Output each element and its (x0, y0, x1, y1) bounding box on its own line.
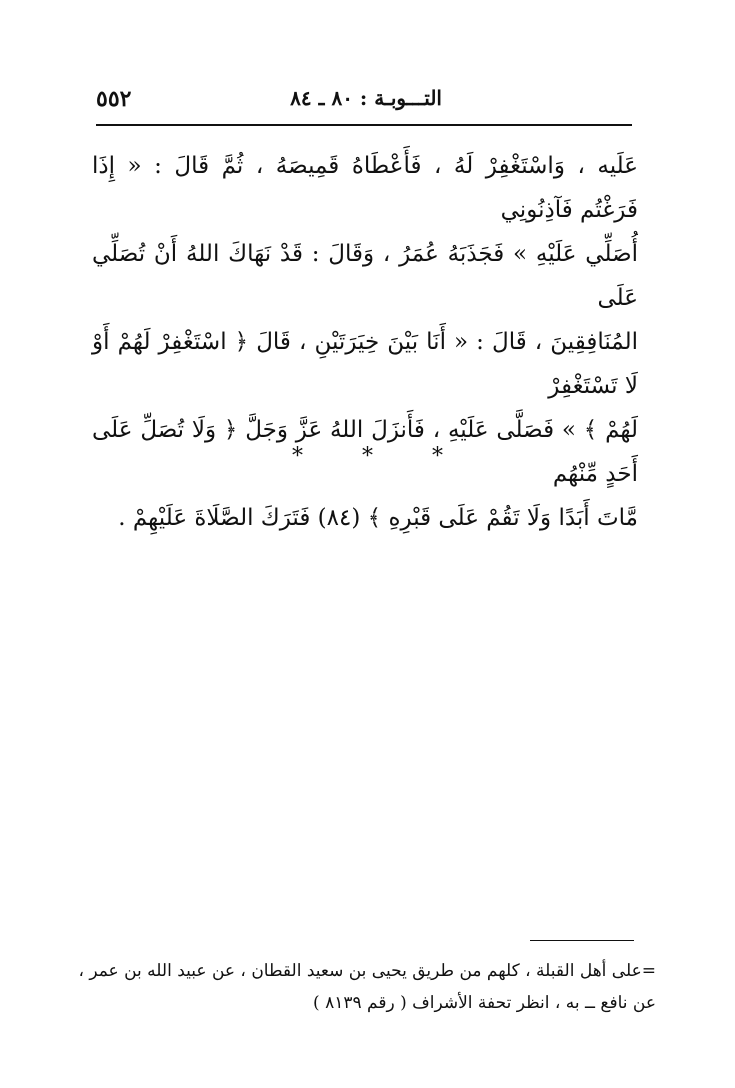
running-title: التـــوبـة : ٨٠ ـ ٨٤ (290, 86, 442, 110)
text-line: عَلَيه ، وَاسْتَغْفِرْ لَهُ ، فَأَعْطَاهُ قَمِيصَهُ ، ثُمَّ قَالَ : « إِذَا فَرَغْتُم فَآذِنُونِي (92, 153, 638, 223)
footnotes (78, 955, 656, 1019)
text-line: أُصَلِّي عَلَيْهِ » فَجَذَبَهُ عُمَرُ ، وَقَالَ : قَدْ نَهَاكَ اللهُ أَنْ تُصَلِّي عَلَى (92, 241, 638, 311)
text-line: المُنَافِقِينَ ، قَالَ : « أَنَا بَيْنَ خِيَرَتَيْنِ ، قَالَ ﴿ اسْتَغْفِرْ لَهُمْ أَوْ لَا تَسْتَغْفِرْ (92, 329, 638, 399)
footnote-line: عن نافع ــ به ، انظر تحفة الأشراف ( رقم ٨١٣٩ ) (313, 993, 656, 1013)
main-text (92, 144, 638, 540)
page-header (96, 84, 632, 120)
header-rule (96, 124, 632, 126)
section-ornament: * * * (292, 444, 469, 469)
text-line: مَّاتَ أَبَدًا وَلَا تَقُمْ عَلَى قَبْرِهِ ﴾ (٨٤) فَتَرَكَ الصَّلَاةَ عَلَيْهِمْ . (118, 505, 638, 531)
footnote-line: =على أهل القبلة ، كلهم من طريق يحيى بن سعيد القطان ، عن عبيد الله بن عمر ، (78, 961, 656, 981)
footnote-rule (530, 940, 634, 941)
page-number: ٥٥٢ (96, 86, 132, 112)
text-line: لَهُمْ ﴾ » فَصَلَّى عَلَيْهِ ، فَأَنزَلَ اللهُ عَزَّ وَجَلَّ ﴿ وَلَا تُصَلِّ عَلَى أَحَدٍ مِّنْهُم (92, 417, 638, 487)
